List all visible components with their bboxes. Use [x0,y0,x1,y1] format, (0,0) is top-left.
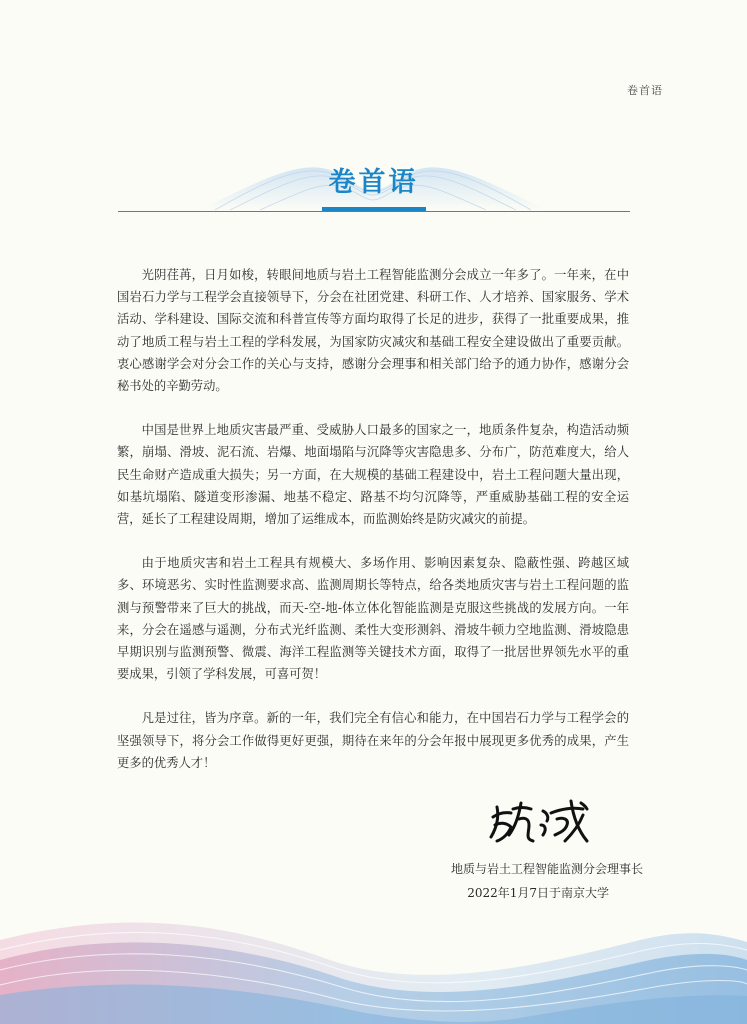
title-divider [118,211,630,212]
running-header: 卷首语 [627,84,663,97]
title-area [0,140,747,230]
bottom-wave-decoration [0,900,747,1024]
paragraph: 光阴荏苒，日月如梭，转眼间地质与岩土工程智能监测分会成立一年多了。一年来，在中国岩石力学与工程学会直接领导下，分会在社团党建、科研工作、人才培养、国家服务、学术活动、学科建设、国际交流和科普宣传等方面均取得了长足的进步，获得了一批重要成果，推动了地质工程与岩土工程的学科发展，为国家防灾减灾和基础工程安全建设做出了重要贡献。衷心感谢学会对分会工作的关心与支持，感谢分会理事和相关部门给予的通力协作，感谢分会秘书处的辛勤劳动。 [117,268,629,394]
handwritten-signature [485,795,595,850]
title-accent-bar [322,207,426,211]
signature-date: 2022年1月7日于南京大学 [467,886,609,900]
paragraph: 凡是过往，皆为序章。新的一年，我们完全有信心和能力，在中国岩石力学与工程学会的坚强领导下，将分会工作做得更好更强，期待在来年的分会年报中展现更多优秀的成果，产生更多的优秀人才！ [117,711,629,770]
paragraph: 中国是世界上地质灾害最严重、受威胁人口最多的国家之一，地质条件复杂，构造活动频繁，崩塌、滑坡、泥石流、岩爆、地面塌陷与沉降等灾害隐患多、分布广，防范难度大，给人民生命财产造成重大损失；另一方面，在大规模的基础工程建设中，岩土工程问题大量出现，如基坑塌陷、隧道变形渗漏、地基不稳定、路基不均匀沉降等，严重威胁基础工程的安全运营，延长了工程建设周期，增加了运维成本，而监测始终是防灾减灾的前提。 [117,423,629,527]
signature-author: 地质与岩土工程智能监测分会理事长 [450,862,643,876]
page-title: 卷首语 [328,167,419,198]
article-body [117,264,629,796]
paragraph: 由于地质灾害和岩土工程具有规模大、多场作用、影响因素复杂、隐蔽性强、跨越区域多、环境恶劣、实时性监测要求高、监测周期长等特点，给各类地质灾害与岩土工程问题的监测与预警带来了巨大的挑战，而天-空-地-体立体化智能监测是克服这些挑战的发展方向。一年来，分会在遥感与遥测，分布式光纤监测、柔性大变形测斜、滑坡牛顿力空地监测、滑坡隐患早期识别与监测预警、微震、海洋工程监测等关键技术方面，取得了一批居世界领先水平的重要成果，引领了学科发展，可喜可贺！ [117,556,629,682]
